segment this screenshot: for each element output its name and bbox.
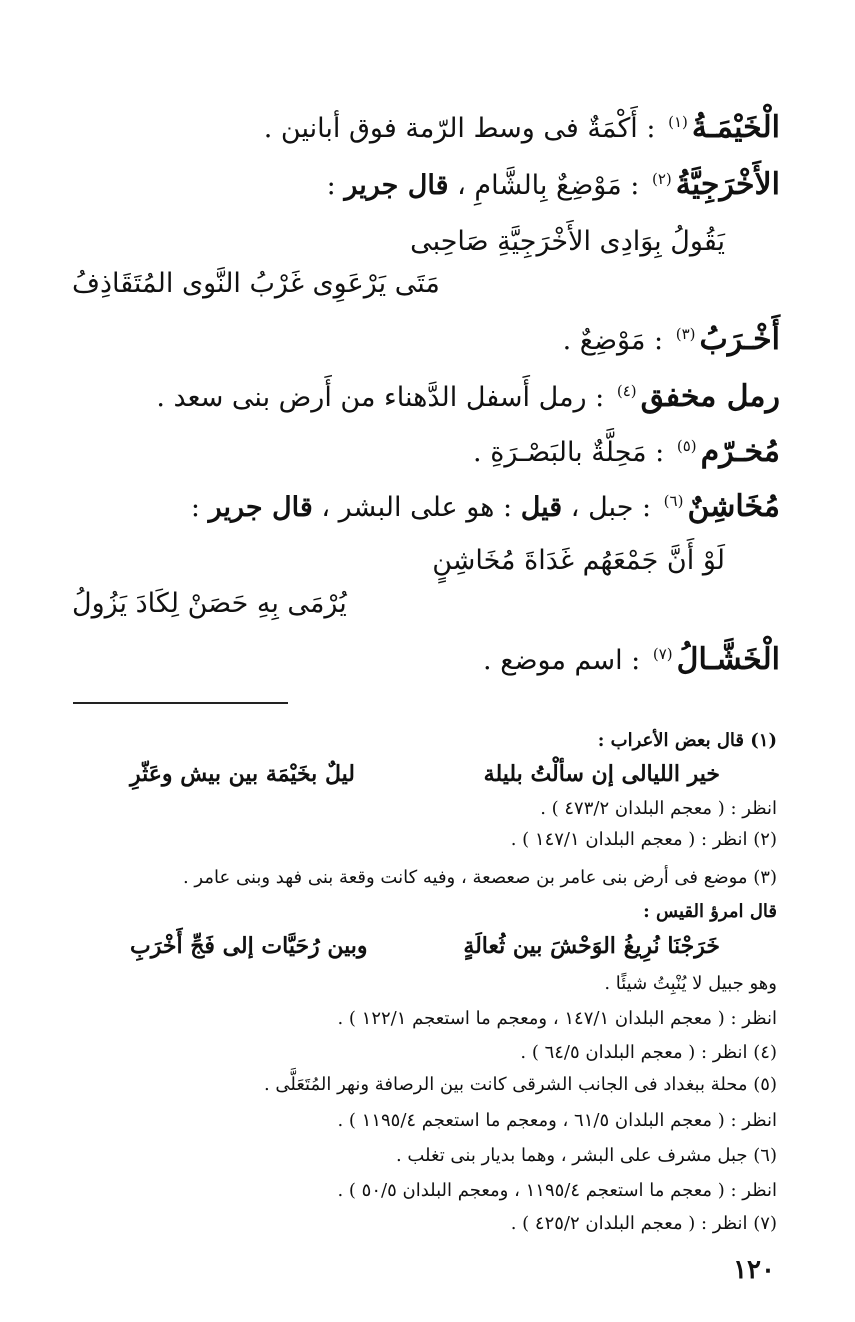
footnote-line: انظر : ( معجم البلدان ٤٧٣/٢ ) . <box>540 798 777 819</box>
headword: الْخَيْمَـةُ <box>691 110 780 145</box>
entry-text: : رمل أَسفل الدَّهناء من أَرض بنى سعد . <box>156 382 605 413</box>
headword: أَخْـرَبُ <box>699 322 780 357</box>
colon: : <box>326 170 336 201</box>
footnote-marker: (٥) <box>676 437 697 455</box>
entry-raml-mukhfiq <box>156 379 780 414</box>
speaker: قال جرير <box>208 492 313 523</box>
colon: : <box>190 492 200 523</box>
footnote-marker: (١) <box>668 113 688 131</box>
footnote-verse-1: خَرَجْنَا نُرِيغُ الوَحْشَ بين ثُعالَةٍ <box>463 933 720 959</box>
footnote-2: (٢) انظر : ( معجم البلدان ١٤٧/١ ) . <box>510 829 777 850</box>
entry-alakhrajiyya <box>326 167 780 202</box>
footnote-5: (٥) محلة ببغداد فى الجانب الشرقى كانت بين الرصافة ونهر المُتَعَلَّى . <box>263 1074 777 1095</box>
entry-mukharram <box>473 434 780 469</box>
footnote-marker: (٧) <box>652 645 673 663</box>
entry-text: : أَكْمَةٌ فى وسط الرّمة فوق أبانين . <box>263 113 656 144</box>
entry-alkhayma <box>263 110 780 145</box>
footnote-marker: (٢) <box>651 170 672 188</box>
headword: رمل مخفق <box>640 379 780 414</box>
entry-text: : مَوْضِعٌ بِالشَّامِ ، <box>457 170 640 201</box>
verse-line-2: يُرْمَى بِهِ حَصَنْ لِكَادَ يَزُولُ <box>72 588 347 619</box>
verse-line-1: لَوْ أَنَّ جَمْعَهُم غَدَاةَ مُخَاشِنٍ <box>432 545 725 576</box>
footnote-marker: (٤) <box>616 382 637 400</box>
footnote-verse-2: ليلٌ بخَيْمَة بين بيش وعَثّرِ <box>130 761 355 787</box>
footnote-separator <box>73 702 288 704</box>
entry-text: : هو على البشر ، <box>321 492 513 523</box>
footnote-line: انظر : ( معجم البلدان ٦١/٥ ، ومعجم ما استعجم ١١٩٥/٤ ) . <box>337 1110 777 1131</box>
footnote-line: انظر : ( معجم ما استعجم ١١٩٥/٤ ، ومعجم البلدان ٥٠/٥ ) . <box>337 1180 777 1201</box>
footnote-marker: (٦) <box>663 492 684 510</box>
footnote-verse-1: خير الليالى إن سألْتُ بليلة <box>483 761 720 787</box>
speaker: قال جرير <box>344 170 449 201</box>
footnote-1: (١) قال بعض الأعراب : <box>597 730 777 751</box>
footnote-4: (٤) انظر : ( معجم البلدان ٦٤/٥ ) . <box>520 1042 777 1063</box>
footnote-verse-2: وبين رُحَيَّات إلى فَجِّ أَخْرَبِ <box>130 933 368 959</box>
footnote-line: قال امرؤ القيس : <box>643 901 777 922</box>
verse-line-2: مَتَى يَرْعَوِى غَرْبُ النَّوى المُتَقَاذِفُ <box>72 268 440 299</box>
footnote-line: وهو جبيل لا يُنْبِتُ شيئًا . <box>604 973 777 994</box>
entry-text: : مَوْضِعٌ . <box>562 325 664 356</box>
footnote-7: (٧) انظر : ( معجم البلدان ٤٢٥/٢ ) . <box>510 1213 777 1234</box>
footnote-3: (٣) موضع فى أرض بنى عامر بن صعصعة ، وفيه كانت وقعة بنى فهد وبنى عامر . <box>182 867 777 888</box>
entry-text: : مَحِلَّةٌ بالبَصْـرَةِ . <box>473 437 665 468</box>
footnote-marker: (٣) <box>675 325 696 343</box>
page-number: ١٢٠ <box>733 1255 775 1285</box>
headword: مُخـرّم <box>700 434 780 469</box>
entry-text: : اسم موضع . <box>483 645 641 676</box>
footnote-6: (٦) جبل مشرف على البشر ، وهما بديار بنى تغلب . <box>395 1145 777 1166</box>
entry-text: : جبل ، <box>570 492 652 523</box>
footnote-line: انظر : ( معجم البلدان ١٤٧/١ ، ومعجم ما استعجم ١٢٢/١ ) . <box>337 1008 777 1029</box>
entry-mukhashin <box>190 489 780 524</box>
headword: مُخَاشِنٌ <box>687 489 780 524</box>
headword: الأَخْرَجِيَّةُ <box>675 167 780 202</box>
entry-akhrab <box>562 322 780 357</box>
entry-alkhashshal <box>483 642 780 677</box>
speaker: قيل <box>520 492 563 523</box>
headword: الْخَشَّـالُ <box>676 642 780 677</box>
verse-line-1: يَقُولُ بِوَادِى الأَخْرَجِيَّةِ صَاحِبى <box>410 226 725 257</box>
